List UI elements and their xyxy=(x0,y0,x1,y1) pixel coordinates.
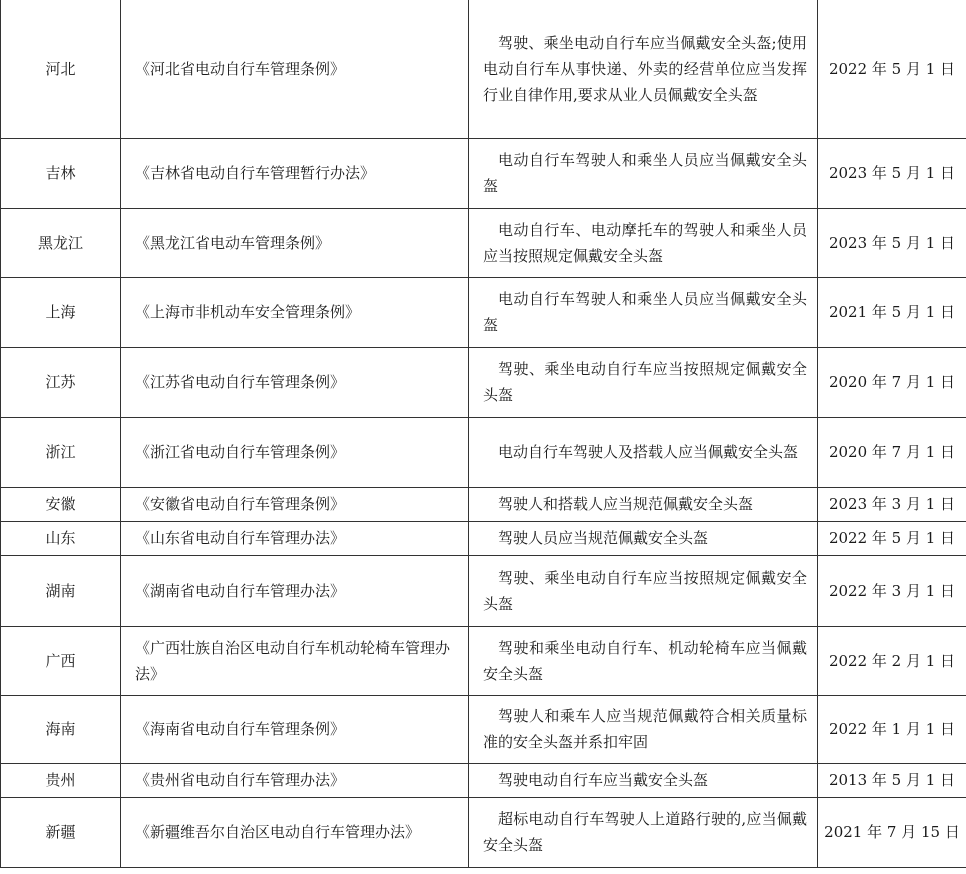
region-cell: 江苏 xyxy=(1,347,121,417)
region-cell: 黑龙江 xyxy=(1,208,121,277)
table-row xyxy=(1,277,966,347)
effective-date-cell: 2022 年 5 月 1 日 xyxy=(818,521,966,555)
table-row xyxy=(1,417,966,487)
region-cell: 广西 xyxy=(1,626,121,695)
region-cell: 山东 xyxy=(1,521,121,555)
effective-date-cell: 2013 年 5 月 1 日 xyxy=(818,763,966,797)
law-title-cell: 《海南省电动自行车管理条例》 xyxy=(121,695,469,763)
table-row xyxy=(1,555,966,626)
helmet-requirement-cell: 驾驶人和搭载人应当规范佩戴安全头盔 xyxy=(469,487,818,521)
effective-date-cell: 2021 年 7 月 15 日 xyxy=(818,797,966,867)
helmet-requirement-cell: 驾驶人员应当规范佩戴安全头盔 xyxy=(469,521,818,555)
helmet-requirement-cell: 电动自行车驾驶人及搭载人应当佩戴安全头盔 xyxy=(469,417,818,487)
law-title-cell: 《河北省电动自行车管理条例》 xyxy=(121,0,469,138)
helmet-requirement-cell: 驾驶、乘坐电动自行车应当佩戴安全头盔;使用电动自行车从事快递、外卖的经营单位应当发挥行业自律作用,要求从业人员佩戴安全头盔 xyxy=(469,0,818,138)
law-title-cell: 《新疆维吾尔自治区电动自行车管理办法》 xyxy=(121,797,469,867)
helmet-requirement-cell: 驾驶、乘坐电动自行车应当按照规定佩戴安全头盔 xyxy=(469,555,818,626)
table-row xyxy=(1,0,966,138)
law-title-cell: 《江苏省电动自行车管理条例》 xyxy=(121,347,469,417)
helmet-requirement-cell: 电动自行车、电动摩托车的驾驶人和乘坐人员应当按照规定佩戴安全头盔 xyxy=(469,208,818,277)
effective-date-cell: 2022 年 2 月 1 日 xyxy=(818,626,966,695)
table-row xyxy=(1,347,966,417)
region-cell: 新疆 xyxy=(1,797,121,867)
helmet-requirement-cell: 驾驶、乘坐电动自行车应当按照规定佩戴安全头盔 xyxy=(469,347,818,417)
effective-date-cell: 2022 年 5 月 1 日 xyxy=(818,0,966,138)
effective-date-cell: 2022 年 1 月 1 日 xyxy=(818,695,966,763)
region-cell: 浙江 xyxy=(1,417,121,487)
helmet-requirement-cell: 电动自行车驾驶人和乘坐人员应当佩戴安全头盔 xyxy=(469,138,818,208)
table-row xyxy=(1,521,966,555)
law-title-cell: 《湖南省电动自行车管理办法》 xyxy=(121,555,469,626)
region-cell: 上海 xyxy=(1,277,121,347)
region-cell: 河北 xyxy=(1,0,121,138)
effective-date-cell: 2023 年 3 月 1 日 xyxy=(818,487,966,521)
table-row xyxy=(1,487,966,521)
region-cell: 吉林 xyxy=(1,138,121,208)
helmet-requirement-cell: 驾驶电动自行车应当戴安全头盔 xyxy=(469,763,818,797)
region-cell: 海南 xyxy=(1,695,121,763)
effective-date-cell: 2020 年 7 月 1 日 xyxy=(818,417,966,487)
region-cell: 湖南 xyxy=(1,555,121,626)
helmet-requirement-cell: 驾驶人和乘车人应当规范佩戴符合相关质量标准的安全头盔并系扣牢固 xyxy=(469,695,818,763)
helmet-requirement-cell: 超标电动自行车驾驶人上道路行驶的,应当佩戴安全头盔 xyxy=(469,797,818,867)
table-row xyxy=(1,208,966,277)
table-row xyxy=(1,138,966,208)
law-title-cell: 《吉林省电动自行车管理暂行办法》 xyxy=(121,138,469,208)
law-title-cell: 《上海市非机动车安全管理条例》 xyxy=(121,277,469,347)
effective-date-cell: 2022 年 3 月 1 日 xyxy=(818,555,966,626)
law-title-cell: 《浙江省电动自行车管理条例》 xyxy=(121,417,469,487)
law-title-cell: 《广西壮族自治区电动自行车机动轮椅车管理办法》 xyxy=(121,626,469,695)
helmet-requirement-cell: 电动自行车驾驶人和乘坐人员应当佩戴安全头盔 xyxy=(469,277,818,347)
effective-date-cell: 2021 年 5 月 1 日 xyxy=(818,277,966,347)
region-cell: 安徽 xyxy=(1,487,121,521)
law-title-cell: 《黑龙江省电动车管理条例》 xyxy=(121,208,469,277)
table-row xyxy=(1,763,966,797)
effective-date-cell: 2023 年 5 月 1 日 xyxy=(818,138,966,208)
region-cell: 贵州 xyxy=(1,763,121,797)
table-row xyxy=(1,626,966,695)
law-title-cell: 《安徽省电动自行车管理条例》 xyxy=(121,487,469,521)
effective-date-cell: 2023 年 5 月 1 日 xyxy=(818,208,966,277)
table-row xyxy=(1,695,966,763)
helmet-requirement-cell: 驾驶和乘坐电动自行车、机动轮椅车应当佩戴安全头盔 xyxy=(469,626,818,695)
effective-date-cell: 2020 年 7 月 1 日 xyxy=(818,347,966,417)
table-row xyxy=(1,797,966,867)
law-title-cell: 《贵州省电动自行车管理办法》 xyxy=(121,763,469,797)
law-title-cell: 《山东省电动自行车管理办法》 xyxy=(121,521,469,555)
